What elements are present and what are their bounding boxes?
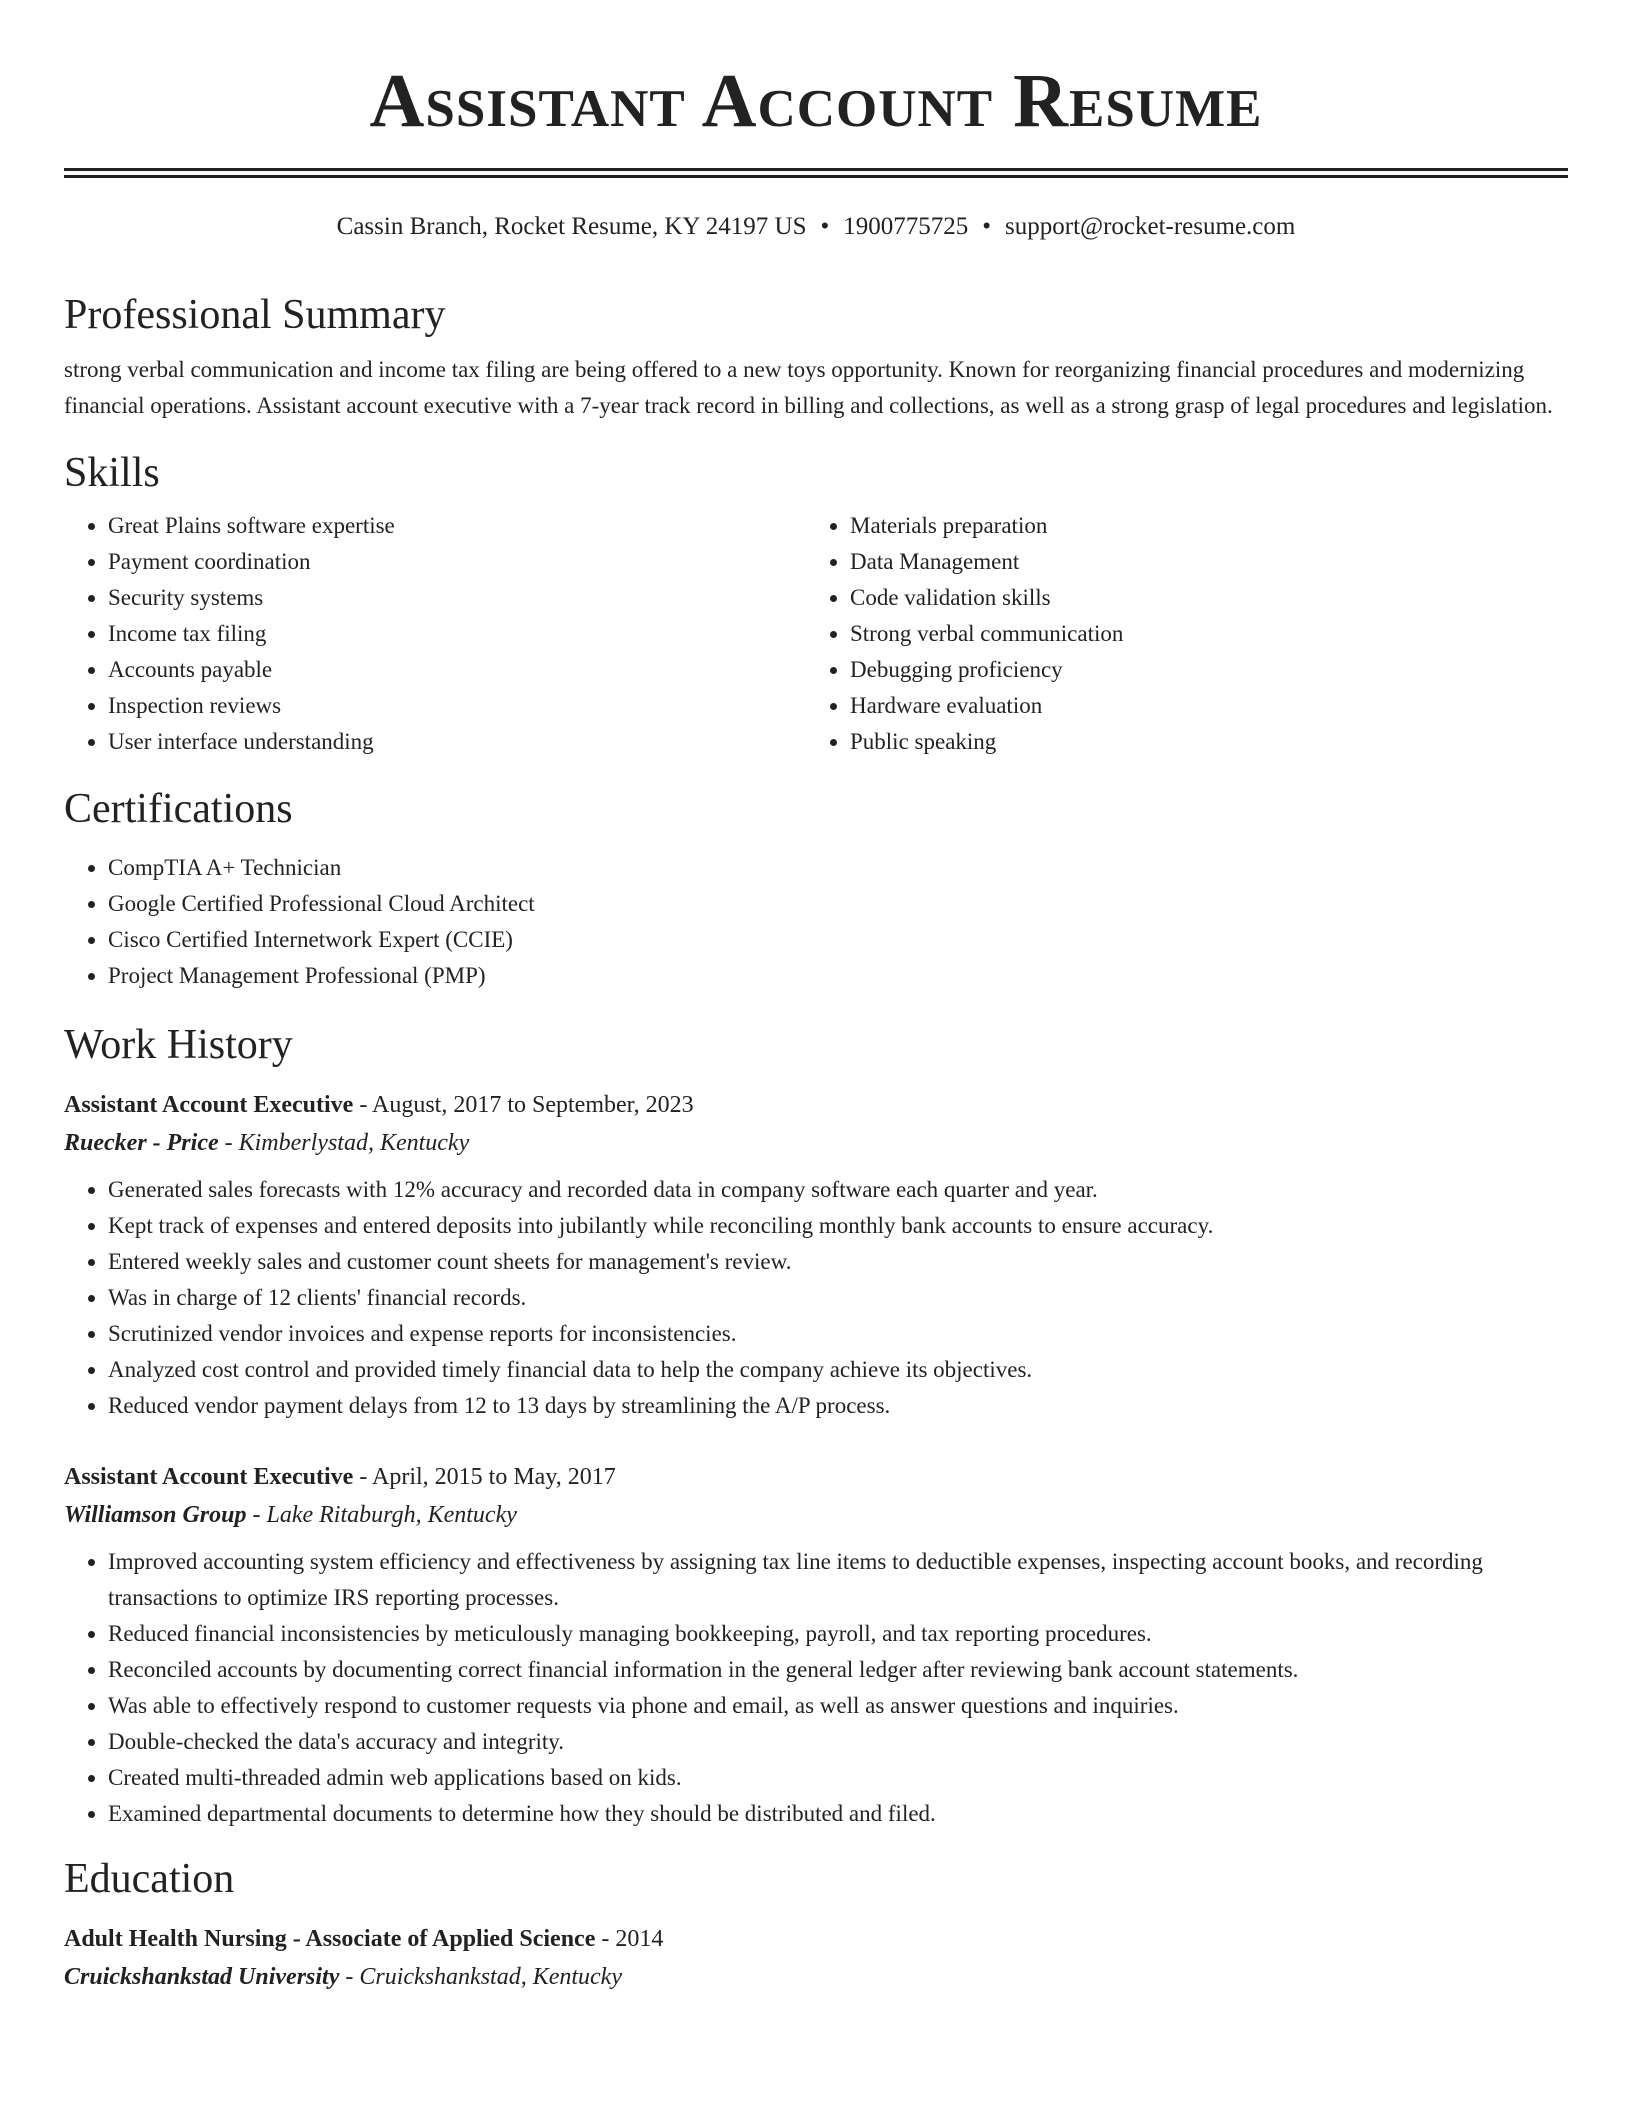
skill-item: • Security systems bbox=[108, 580, 806, 616]
education-location: - Cruickshankstad, Kentucky bbox=[339, 1964, 622, 1990]
skill-item: • Hardware evaluation bbox=[850, 688, 1548, 724]
job-bullet: • Was in charge of 12 clients' financial records. bbox=[108, 1280, 1568, 1316]
job-bullet: • Analyzed cost control and provided timely financial data to help the company achieve its objectives. bbox=[108, 1352, 1568, 1388]
certification-item: • CompTIA A+ Technician bbox=[108, 850, 1568, 886]
education-school-line bbox=[64, 1958, 1568, 1996]
skill-item: • Accounts payable bbox=[108, 652, 806, 688]
contact-email: support@rocket-resume.com bbox=[1005, 213, 1296, 240]
contact-separator: • bbox=[820, 213, 830, 240]
skill-item: • Strong verbal communication bbox=[850, 616, 1548, 652]
job-bullet: • Created multi-threaded admin web applications based on kids. bbox=[108, 1760, 1568, 1796]
skill-item: • Code validation skills bbox=[850, 580, 1548, 616]
certification-item: • Google Certified Professional Cloud Architect bbox=[108, 886, 1568, 922]
skill-item: • Materials preparation bbox=[850, 508, 1548, 544]
skill-item: • Payment coordination bbox=[108, 544, 806, 580]
job-location: - Kimberlystad, Kentucky bbox=[218, 1130, 470, 1156]
education-school: Cruickshankstad University bbox=[64, 1964, 340, 1990]
summary-heading: Professional Summary bbox=[64, 292, 446, 338]
certification-item: • Cisco Certified Internetwork Expert (CCIE) bbox=[108, 922, 1568, 958]
certification-item: • Project Management Professional (PMP) bbox=[108, 958, 1568, 994]
education-entry bbox=[64, 1920, 1568, 1996]
skill-item: • Public speaking bbox=[850, 724, 1548, 760]
job-company-line bbox=[64, 1496, 1568, 1534]
title-double-rule bbox=[64, 168, 1568, 178]
job-dates: - April, 2015 to May, 2017 bbox=[353, 1464, 616, 1490]
education-degree-line bbox=[64, 1920, 1568, 1958]
skill-item: • User interface understanding bbox=[108, 724, 806, 760]
resume-title: Assistant Account Resume bbox=[369, 59, 1263, 143]
job-bullet: • Scrutinized vendor invoices and expense reports for inconsistencies. bbox=[108, 1316, 1568, 1352]
certifications-section bbox=[64, 782, 1568, 994]
education-degree: Adult Health Nursing - Associate of Applied Science bbox=[64, 1926, 596, 1952]
education-section bbox=[64, 1852, 1568, 1996]
summary-text: strong verbal communication and income tax filing are being offered to a new toys opportunity. Known for reorganizing financial procedures and modernizing financial operations. Assistant account executive with a 7-year track record in billing and collections, as well as a strong grasp of legal procedures and legislation. bbox=[64, 357, 1553, 418]
certifications-list bbox=[64, 850, 1568, 994]
job-dates: - August, 2017 to September, 2023 bbox=[353, 1092, 694, 1118]
work-history-heading: Work History bbox=[64, 1022, 293, 1068]
contact-separator: • bbox=[982, 213, 992, 240]
job-company: Ruecker - Price bbox=[64, 1130, 219, 1156]
skill-item: • Data Management bbox=[850, 544, 1548, 580]
job-company-line bbox=[64, 1124, 1568, 1162]
skill-item: • Income tax filing bbox=[108, 616, 806, 652]
job-entry bbox=[64, 1458, 1568, 1832]
job-bullet: • Kept track of expenses and entered deposits into jubilantly while reconciling monthly bank accounts to ensure accuracy. bbox=[108, 1208, 1568, 1244]
skills-section bbox=[64, 446, 1568, 760]
job-bullet: • Entered weekly sales and customer count sheets for management's review. bbox=[108, 1244, 1568, 1280]
job-title-line bbox=[64, 1086, 1568, 1124]
job-entry bbox=[64, 1086, 1568, 1424]
summary-section bbox=[64, 288, 1568, 424]
skill-item: • Debugging proficiency bbox=[850, 652, 1548, 688]
skill-item: • Great Plains software expertise bbox=[108, 508, 806, 544]
job-bullet: • Reduced vendor payment delays from 12 to 13 days by streamlining the A/P process. bbox=[108, 1388, 1568, 1424]
skills-right-list bbox=[806, 508, 1548, 760]
contact-line bbox=[64, 210, 1568, 244]
certifications-heading: Certifications bbox=[64, 786, 293, 832]
job-bullet: • Was able to effectively respond to customer requests via phone and email, as well as answer questions and inquiries. bbox=[108, 1688, 1568, 1724]
job-bullets bbox=[64, 1172, 1568, 1424]
job-bullet: • Examined departmental documents to determine how they should be distributed and filed. bbox=[108, 1796, 1568, 1832]
skill-item: • Inspection reviews bbox=[108, 688, 806, 724]
skills-grid bbox=[64, 500, 1568, 760]
job-bullet: • Generated sales forecasts with 12% accuracy and recorded data in company software each quarter and year. bbox=[108, 1172, 1568, 1208]
job-location: - Lake Ritaburgh, Kentucky bbox=[246, 1502, 517, 1528]
job-bullets bbox=[64, 1544, 1568, 1832]
contact-phone: 1900775725 bbox=[843, 213, 969, 240]
job-bullet: • Reduced financial inconsistencies by meticulously managing bookkeeping, payroll, and tax reporting procedures. bbox=[108, 1616, 1568, 1652]
job-title: Assistant Account Executive bbox=[64, 1464, 354, 1490]
skills-heading: Skills bbox=[64, 450, 160, 496]
contact-address: Cassin Branch, Rocket Resume, KY 24197 US bbox=[336, 213, 807, 240]
job-bullet: • Double-checked the data's accuracy and integrity. bbox=[108, 1724, 1568, 1760]
work-history-section bbox=[64, 1018, 1568, 1832]
skills-left-list bbox=[64, 508, 806, 760]
job-company: Williamson Group bbox=[64, 1502, 247, 1528]
job-title-line bbox=[64, 1458, 1568, 1496]
education-heading: Education bbox=[64, 1856, 235, 1902]
job-bullet: • Reconciled accounts by documenting correct financial information in the general ledger after reviewing bank account statements. bbox=[108, 1652, 1568, 1688]
job-title: Assistant Account Executive bbox=[64, 1092, 354, 1118]
job-bullet: • Improved accounting system efficiency and effectiveness by assigning tax line items to deductible expenses, inspecting account books, and recording transactions to optimize IRS reporting processes. bbox=[108, 1544, 1568, 1616]
education-year: - 2014 bbox=[595, 1926, 664, 1952]
